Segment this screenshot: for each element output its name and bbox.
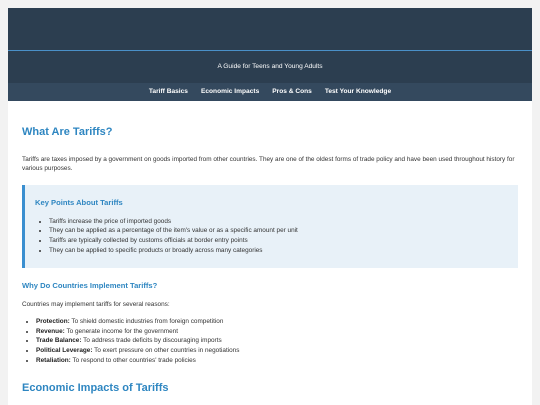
why-section	[22, 280, 518, 366]
why-intro: Countries may implement tariffs for several reasons:	[22, 300, 170, 308]
nav-link-test-knowledge[interactable]: Test Your Knowledge	[324, 88, 392, 96]
reason-term: Revenue:	[36, 327, 65, 335]
list-item	[36, 346, 518, 355]
section-heading-what-are-tariffs: What Are Tariffs?	[22, 126, 113, 138]
list-item	[36, 356, 518, 365]
header-subtitle-bar	[8, 51, 532, 83]
list-item	[36, 336, 518, 345]
reason-text: To shield domestic industries from foreign competition	[69, 317, 224, 325]
list-item	[36, 327, 518, 336]
section-heading-economic-impacts: Economic Impacts of Tariffs	[22, 382, 169, 395]
reasons-list	[22, 317, 518, 365]
list-item: • They can be applied as a percentage of the item's value or as a specific amount per unit	[49, 226, 506, 235]
reason-term: Retaliation:	[36, 357, 71, 365]
why-heading: Why Do Countries Implement Tariffs?	[22, 280, 158, 290]
key-points-heading: Key Points About Tariffs	[35, 197, 123, 207]
header-subtitle: A Guide for Teens and Young Adults	[217, 63, 323, 71]
key-points-list	[35, 217, 506, 256]
reason-text: To address trade deficits by discouraging imports	[81, 337, 222, 345]
page-header	[8, 8, 532, 51]
main-content	[8, 101, 532, 405]
list-item	[36, 317, 518, 326]
nav-link-pros-cons[interactable]: Pros & Cons	[272, 88, 312, 96]
reason-term: Protection:	[36, 317, 70, 325]
reason-text: To generate income for the government	[64, 327, 178, 335]
reason-term: Political Leverage:	[36, 347, 93, 355]
intro-paragraph: Tariffs are taxes imposed by a government on goods imported from other countries. They are one of the oldest forms of trade policy and have been used throughout history for various purposes.	[22, 155, 515, 173]
main-nav	[8, 83, 532, 101]
reason-text: To respond to other countries' trade policies	[70, 357, 196, 365]
reason-text: To exert pressure on other countries in negotiations	[92, 347, 240, 355]
nav-link-economic-impacts[interactable]: Economic Impacts	[200, 88, 260, 96]
key-points-box	[22, 185, 518, 268]
list-item: • They can be applied to specific products or broadly across many categories	[49, 246, 506, 255]
reason-term: Trade Balance:	[36, 337, 82, 345]
list-item: • Tariffs increase the price of imported goods	[49, 217, 506, 226]
list-item: • Tariffs are typically collected by customs officials at border entry points	[49, 236, 506, 245]
nav-link-tariff-basics[interactable]: Tariff Basics	[148, 88, 188, 96]
